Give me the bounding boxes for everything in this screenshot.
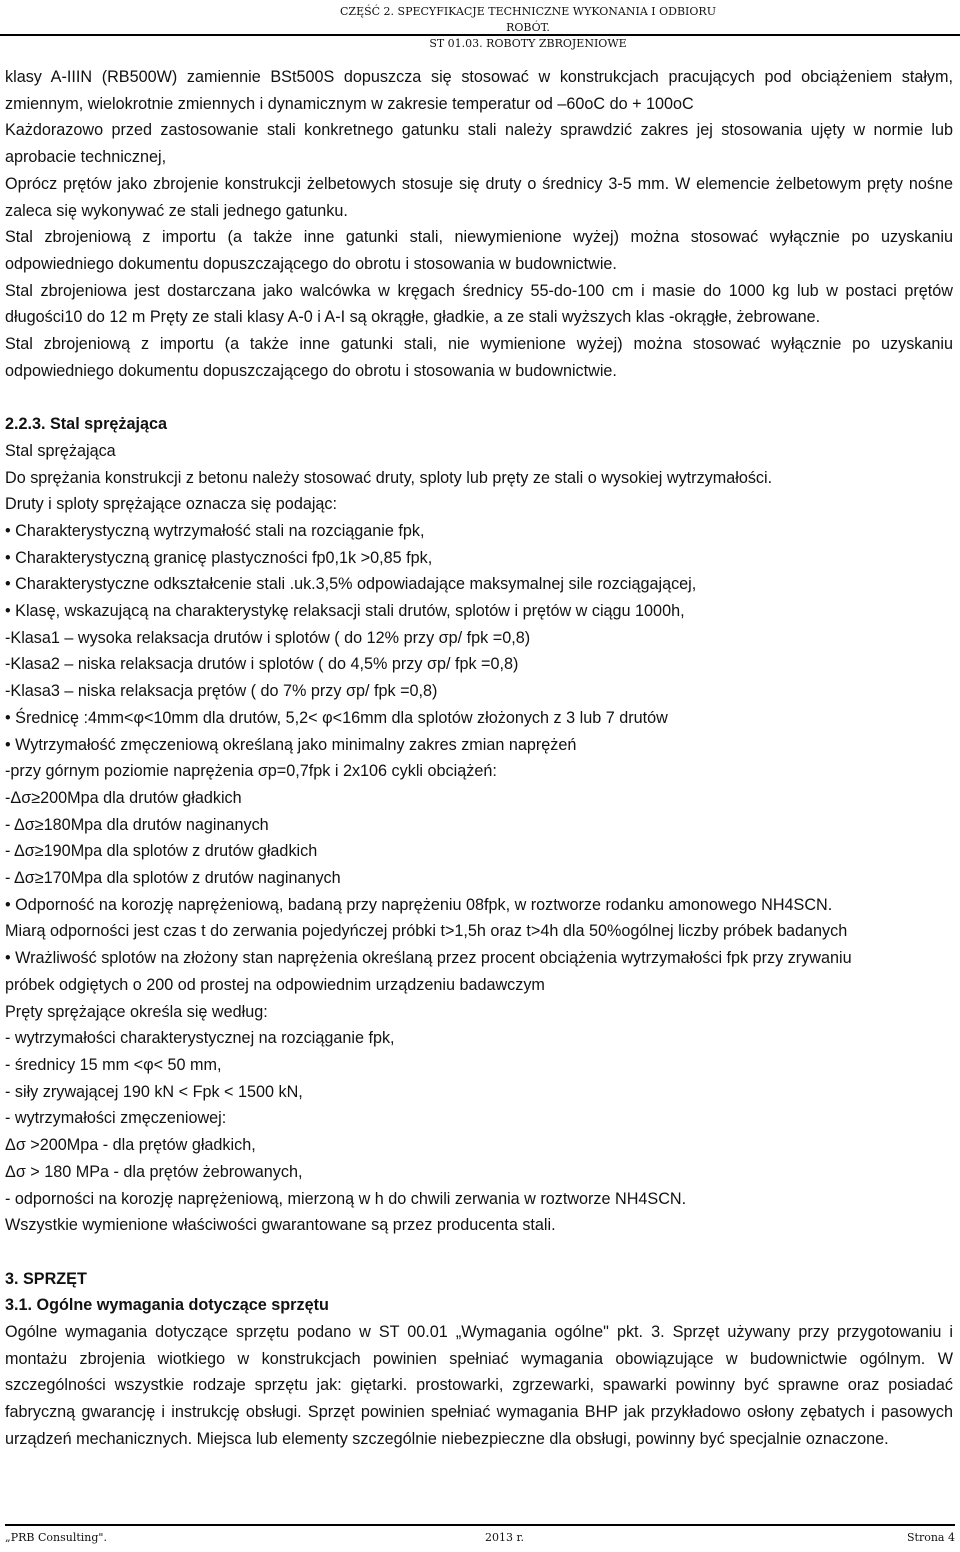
subsection-heading-equipment-requirements: 3.1. Ogólne wymagania dotyczące sprzętu [5,1296,329,1315]
list-line: • Wytrzymałość zmęczeniową określaną jako minimalny zakres zmian naprężeń [5,735,577,754]
list-line: Stal sprężająca [5,441,116,460]
list-line: - wytrzymałości charakterystycznej na rozciąganie fpk, [5,1029,395,1048]
page-footer [5,1524,955,1552]
paragraph-wires: Oprócz prętów jako zbrojenie konstrukcji żelbetowych stosuje się druty o średnicy 3-5 mm. W elemencie żelbetowym pręty nośne zaleca się wykonywać ze stali jednego gatunku. [5,174,953,220]
header-subtitle: ST 01.03. ROBOTY ZBROJENIOWE [429,37,627,50]
list-line: -Klasa3 – niska relaksacja prętów ( do 7% przy σp/ fpk =0,8) [5,682,438,701]
prestressing-steel-list [5,438,953,1239]
list-line: • Charakterystyczną granicę plastyczności fp0,1k >0,85 fpk, [5,548,433,567]
list-line: Pręty sprężające określa się według: [5,1002,268,1021]
list-line: -Klasa2 – niska relaksacja drutów i splotów ( do 4,5% przy σp/ fpk =0,8) [5,655,519,674]
paragraph-steel-class: klasy A-IIIN (RB500W) zamiennie BSt500S dopuszcza się stosować w konstrukcjach pracujących pod obciążeniem stałym, zmiennym, wielokrotnie zmiennych i dynamicznym w zakresie temperatur od –60oC do + 100oC [5,68,953,113]
list-line: • Charakterystyczne odkształcenie stali .uk.3,5% odpowiadające maksymalnej sile rozciągającej, [5,575,697,594]
paragraph-equipment: Ogólne wymagania dotyczące sprzętu podano w ST 00.01 „Wymagania ogólne" pkt. 3. Sprzęt używany przy przygotowaniu i montażu zbrojenia wiotkiego w konstrukcjach powinien spełniać wymagania obowiązujące w budownictwie ogólnym. W szczególności wszystkie rodzaje sprzętu jak: giętarki. prostowarki, zgrzewarki, spawarki powinny być sprawne oraz posiadać fabryczną gwarancję i instrukcję obsługi. Sprzęt powinien spełniać wymagania BHP jak przykładowo osłony zębatych i pasowych urządzeń mechanicznych. Miejsca lub elementy szczególnie niebezpieczne dla obsługi, powinny być specjalnie oznaczone. [5,1323,953,1448]
list-line: próbek odgiętych o 200 od prostej na odpowiednim urządzeniu badawczym [5,975,545,994]
footer-company: „PRB Consulting". [5,1531,107,1544]
list-line: Wszystkie wymienione właściwości gwarantowane są przez producenta stali. [5,1216,556,1235]
footer-year: 2013 r. [485,1531,525,1544]
section-heading-prestressing-steel: 2.2.3. Stal sprężająca [5,415,167,434]
list-line: Do sprężania konstrukcji z betonu należy stosować druty, sploty lub pręty ze stali o wysokiej wytrzymałości. [5,468,773,487]
list-line: - średnicy 15 mm <φ< 50 mm, [5,1056,222,1074]
list-line: - wytrzymałości zmęczeniowej: [5,1109,227,1128]
page-header [0,0,960,50]
list-line: - siły zrywającej 190 kN < Fpk < 1500 kN, [5,1082,303,1101]
list-line: - Δσ≥180Mpa dla drutów naginanych [5,815,269,834]
list-line: -Klasa1 – wysoka relaksacja drutów i splotów ( do 12% przy σp/ fpk =0,8) [5,628,531,647]
list-line: - Δσ≥190Mpa dla splotów z drutów gładkich [5,842,318,861]
list-line: • Klasę, wskazującą na charakterystykę relaksacji stali drutów, splotów i prętów w ciągu 1000h, [5,602,685,621]
list-line: Druty i sploty sprężające oznacza się podając: [5,495,338,514]
footer-page-number: Strona 4 [907,1531,955,1544]
list-line: - Δσ≥170Mpa dla splotów z drutów naginanych [5,869,341,888]
list-line: Δσ > 180 MPa - dla prętów żebrowanych, [5,1162,303,1181]
section-heading-equipment: 3. SPRZĘT [5,1269,87,1288]
header-title: CZĘŚĆ 2. SPECYFIKACJE TECHNICZNE WYKONANIA I ODBIORU ROBÓT. [340,5,716,34]
document-body [5,64,953,1453]
list-line: Miarą odporności jest czas t do zerwania pojedyńczej próbki t>1,5h oraz t>4h dla 50%ogólnej liczby próbek badanych [5,922,848,941]
list-line: • Wrażliwość splotów na złożony stan naprężenia określaną przez procent obciążenia wytrzymałości fpk przy zrywaniu [5,949,852,968]
list-line: -Δσ≥200Mpa dla drutów gładkich [5,788,242,807]
list-line: - odporności na korozję naprężeniową, mierzoną w h do chwili zerwania w roztworze NH4SCN. [5,1189,687,1208]
list-line: • Charakterystyczną wytrzymałość stali na rozciąganie fpk, [5,521,425,540]
paragraph-import-steel-2: Stal zbrojeniową z importu (a także inne gatunki stali, nie wymienione wyżej) można stosować wyłącznie po uzyskaniu odpowiedniego dokumentu dopuszczającego do obrotu i stosowania w budownictwie. [5,335,953,380]
paragraph-delivery: Stal zbrojeniowa jest dostarczana jako walcówka w kręgach średnicy 55-do-100 cm i masie do 1000 kg lub w postaci prętów długości10 do 12 m Pręty ze stali klasy A-0 i A-I są okrągłe, gładkie, a ze stali wyższych klas -okrągłe, żebrowane. [5,281,953,327]
list-line: -przy górnym poziomie naprężenia σp=0,7fpk i 2x106 cykli obciążeń: [5,762,497,781]
list-line: • Odporność na korozję naprężeniową, badaną przy naprężeniu 08fpk, w roztworze rodanku amonowego NH4SCN. [5,895,833,914]
paragraph-steel-check: Każdorazowo przed zastosowanie stali konkretnego gatunku stali należy sprawdzić zakres jej stosowania ujęty w normie lub aprobacie technicznej, [5,121,953,167]
paragraph-import-steel: Stal zbrojeniową z importu (a także inne gatunki stali, niewymienione wyżej) można stosować wyłącznie po uzyskaniu odpowiedniego dokumentu dopuszczającego do obrotu i stosowania w budownictwie. [5,228,953,273]
list-line: Δσ >200Mpa - dla prętów gładkich, [5,1136,256,1155]
list-line: • Średnicę :4mm<φ<10mm dla drutów, 5,2< φ<16mm dla splotów złożonych z 3 lub 7 drutów [5,708,668,727]
